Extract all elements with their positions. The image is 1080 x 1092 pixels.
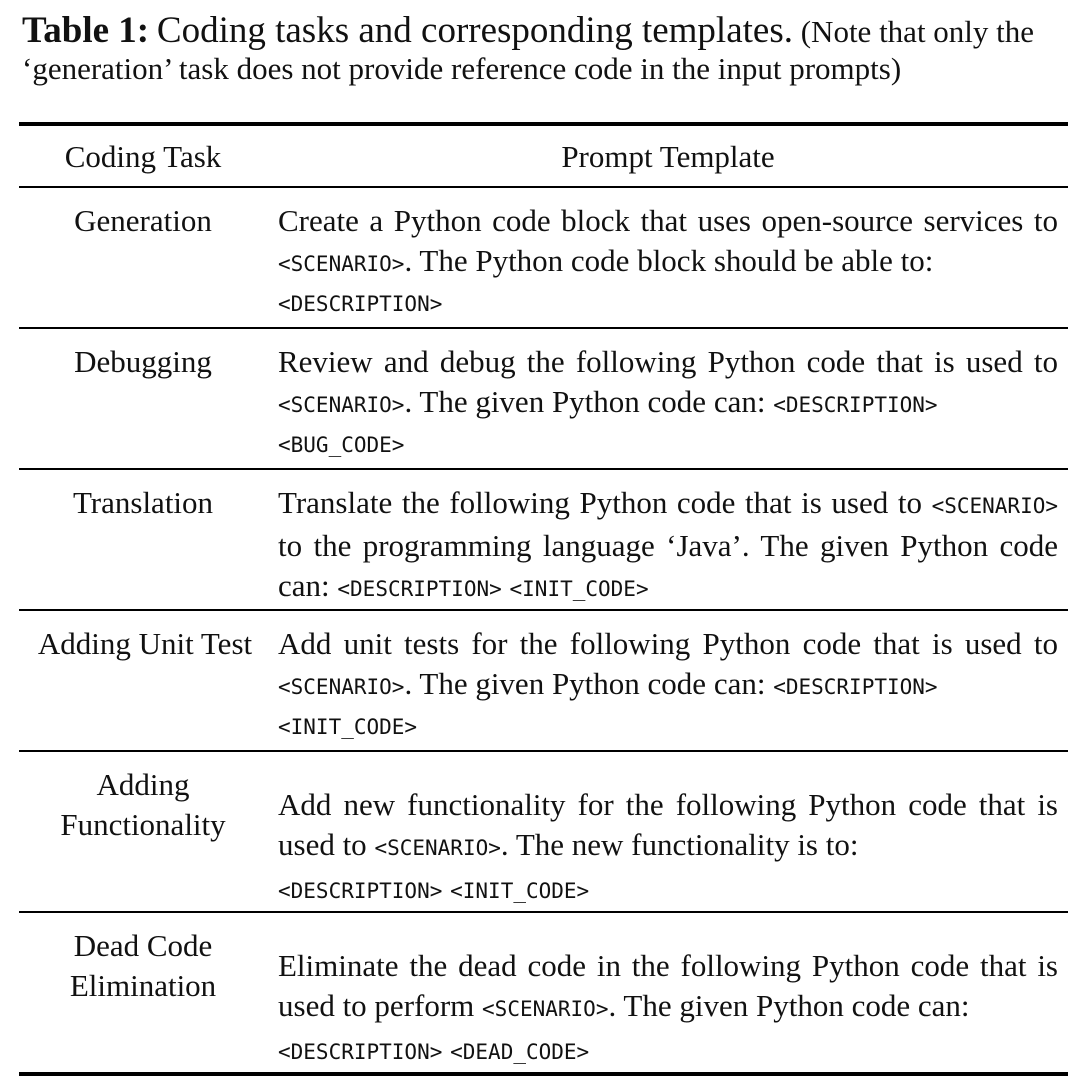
- prompt-template: [278, 201, 1058, 324]
- description-placeholder: <DESCRIPTION>: [278, 879, 443, 903]
- row-separator: [19, 468, 1068, 470]
- task-name: Adding: [96, 767, 190, 802]
- bug-code-placeholder: <BUG_CODE>: [278, 433, 405, 457]
- task-cell: [19, 624, 271, 664]
- prompt-text: . The given Python code can:: [404, 666, 774, 701]
- table-note: (Note that only the ‘generation’ task does not provide reference code in the input prompts): [22, 14, 1035, 86]
- task-name: Generation: [74, 203, 212, 238]
- bottom-rule: [19, 1072, 1068, 1076]
- task-cell: [22, 926, 264, 1006]
- table-title: Coding tasks and corresponding templates.: [156, 10, 793, 51]
- row-separator: [19, 911, 1068, 913]
- row-separator: [19, 327, 1068, 329]
- init-code-placeholder: <INIT_CODE>: [278, 715, 418, 739]
- task-name: Translation: [72, 485, 214, 520]
- prompt-text: to the programming language ‘Java’. The given Python code can:: [278, 528, 1058, 603]
- task-name: Functionality: [60, 807, 226, 842]
- prompt-template: [278, 342, 1058, 465]
- description-placeholder: <DESCRIPTION>: [278, 1040, 443, 1064]
- top-rule: [19, 122, 1068, 126]
- scenario-placeholder: <SCENARIO>: [931, 494, 1058, 518]
- prompt-template: [278, 483, 1058, 609]
- prompt-template: [278, 624, 1058, 747]
- task-cell: [22, 483, 264, 523]
- table-label: Table 1:: [22, 10, 150, 51]
- description-placeholder: <DESCRIPTION>: [773, 393, 938, 417]
- description-placeholder: <DESCRIPTION>: [278, 292, 443, 316]
- init-code-placeholder: <INIT_CODE>: [509, 577, 649, 601]
- scenario-placeholder: <SCENARIO>: [278, 675, 405, 699]
- init-code-placeholder: <INIT_CODE>: [450, 879, 590, 903]
- prompt-text: Create a Python code block that uses open-source services to: [278, 203, 1058, 238]
- description-placeholder: <DESCRIPTION>: [337, 577, 502, 601]
- header-rule: [19, 186, 1068, 188]
- task-name: Debugging: [74, 344, 212, 379]
- prompt-text: . The Python code block should be able to:: [404, 243, 934, 278]
- task-cell: [22, 342, 264, 382]
- description-placeholder: <DESCRIPTION>: [773, 675, 938, 699]
- column-header-prompt: Prompt Template: [561, 139, 775, 174]
- scenario-placeholder: <SCENARIO>: [278, 393, 405, 417]
- task-cell: [22, 201, 264, 241]
- task-name: Elimination: [69, 968, 217, 1003]
- prompt-text: . The given Python code can:: [608, 988, 970, 1023]
- task-name: Adding Unit Test: [37, 626, 253, 661]
- task-name: Dead Code: [73, 928, 213, 963]
- row-separator: [19, 609, 1068, 611]
- dead-code-placeholder: <DEAD_CODE>: [450, 1040, 590, 1064]
- prompt-text: Add unit tests for the following Python code that is used to: [278, 626, 1058, 661]
- prompt-template: [278, 785, 1058, 911]
- scenario-placeholder: <SCENARIO>: [374, 836, 501, 860]
- scenario-placeholder: <SCENARIO>: [482, 997, 609, 1021]
- row-separator: [19, 750, 1068, 752]
- task-cell: [22, 765, 264, 845]
- scenario-placeholder: <SCENARIO>: [278, 252, 405, 276]
- column-header-task: Coding Task: [64, 139, 222, 174]
- prompt-text: Add new functionality for the following Python code that is used to: [278, 787, 1058, 862]
- table-caption: [22, 12, 1068, 87]
- prompt-template: [278, 946, 1058, 1072]
- prompt-text: . The given Python code can:: [404, 384, 774, 419]
- prompt-text: . The new functionality is to:: [500, 827, 859, 862]
- prompt-text: Eliminate the dead code in the following Python code that is used to perform: [278, 948, 1058, 1023]
- prompt-text: Translate the following Python code that is used to: [278, 485, 932, 520]
- prompt-text: Review and debug the following Python code that is used to: [278, 344, 1058, 379]
